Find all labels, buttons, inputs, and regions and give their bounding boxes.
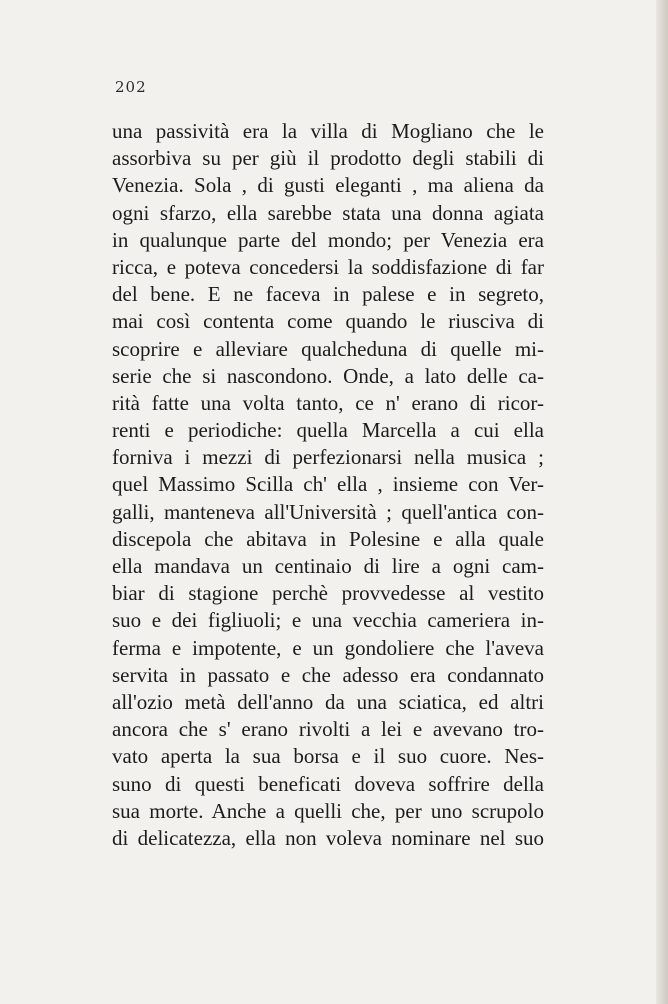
text-line: ogni sfarzo, ella sarebbe stata una donna agiata (112, 200, 544, 225)
text-line: biar di stagione perchè provvedesse al vestito (112, 581, 544, 606)
page-number: 202 (115, 78, 147, 96)
text-line: una passività era la villa di Mogliano che le (112, 119, 544, 143)
text-line: renti e periodiche: quella Marcella a cui ella (112, 418, 544, 443)
text-line: suo e dei figliuoli; e una vecchia cameriera in- (112, 608, 544, 633)
text-line: Venezia. Sola , di gusti eleganti , ma aliena da (112, 173, 544, 198)
text-line: scoprire e alleviare qualcheduna di quelle mi- (112, 336, 544, 361)
text-line: serie che si nascondono. Onde, a lato delle ca- (112, 363, 544, 388)
text-line: ricca, e poteva concedersi la soddisfazione di far (112, 254, 544, 279)
text-line: mai così contenta come quando le riusciva di (112, 309, 544, 334)
text-line: ancora che s' erano rivolti a lei e avevano tro- (112, 717, 544, 742)
text-line: di delicatezza, ella non voleva nominare nel suo (112, 825, 544, 850)
text-line: suno di questi beneficati doveva soffrire della (112, 771, 544, 796)
page-edge (656, 0, 668, 1004)
text-line: servita in passato e che adesso era condannato (112, 662, 544, 687)
text-line: all'ozio metà dell'anno da una sciatica, ed altri (112, 689, 544, 714)
text-line: rità fatte una volta tanto, ce n' erano di ricor- (112, 390, 544, 415)
text-line: ferma e impotente, e un gondoliere che l'aveva (112, 635, 544, 660)
text-line: sua morte. Anche a quelli che, per uno scrupolo (112, 798, 544, 823)
text-line: forniva i mezzi di perfezionarsi nella musica ; (112, 445, 544, 470)
text-line: assorbiva su per giù il prodotto degli stabili di (112, 146, 544, 171)
text-line: del bene. E ne faceva in palese e in segreto, (112, 282, 544, 307)
text-line: quel Massimo Scilla ch' ella , insieme con Ver- (112, 472, 544, 497)
text-line: in qualunque parte del mondo; per Venezia era (112, 227, 544, 252)
text-line: discepola che abitava in Polesine e alla quale (112, 526, 544, 551)
text-line: vato aperta la sua borsa e il suo cuore. Nes- (112, 744, 544, 769)
body-text (112, 118, 544, 852)
text-line: ella mandava un centinaio di lire a ogni cam- (112, 554, 544, 578)
text-line: galli, manteneva all'Università ; quell'antica con- (112, 499, 544, 524)
